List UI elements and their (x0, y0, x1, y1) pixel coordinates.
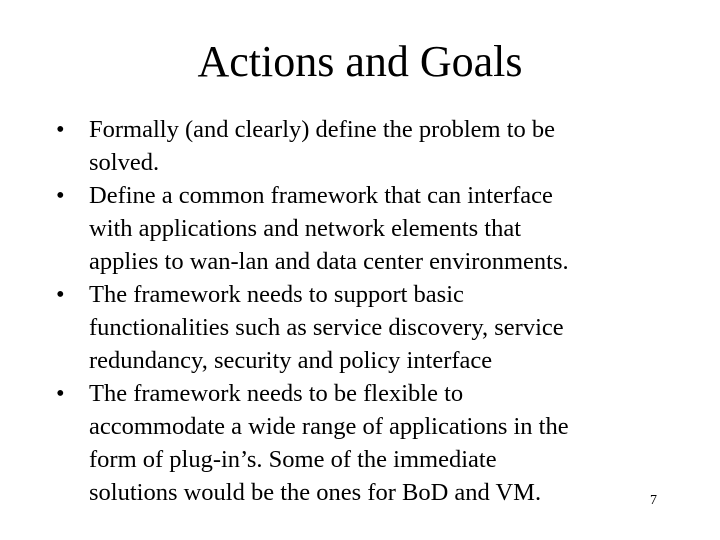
bullet-icon: • (56, 182, 65, 209)
bullet-text-line: Formally (and clearly) define the problem to be (89, 116, 556, 143)
bullet-text-line: The framework needs to be flexible to (89, 380, 464, 407)
page-number: 7 (650, 493, 657, 508)
bullet-icon: • (56, 116, 65, 143)
bullet-list (56, 113, 656, 509)
bullet-text-line: with applications and network elements that (89, 215, 522, 242)
bullet-text-line: The framework needs to support basic (89, 281, 464, 308)
bullet-text-line: Define a common framework that can interface (89, 182, 553, 209)
bullet-item (56, 113, 656, 179)
bullet-text-line: redundancy, security and policy interface (89, 347, 493, 374)
bullet-item (56, 179, 656, 278)
bullet-text-line: applies to wan-lan and data center environments. (89, 248, 569, 275)
bullet-text-line: accommodate a wide range of applications in the (89, 413, 569, 440)
bullet-item (56, 377, 656, 509)
bullet-item (56, 278, 656, 377)
bullet-icon: • (56, 281, 65, 308)
slide-title: Actions and Goals (197, 37, 523, 86)
bullet-icon: • (56, 380, 65, 407)
bullet-text-line: solved. (89, 149, 160, 176)
bullet-text-line: functionalities such as service discovery, service (89, 314, 564, 341)
bullet-text-line: form of plug-in’s. Some of the immediate (89, 446, 497, 473)
bullet-text-line: solutions would be the ones for BoD and VM. (89, 479, 542, 506)
